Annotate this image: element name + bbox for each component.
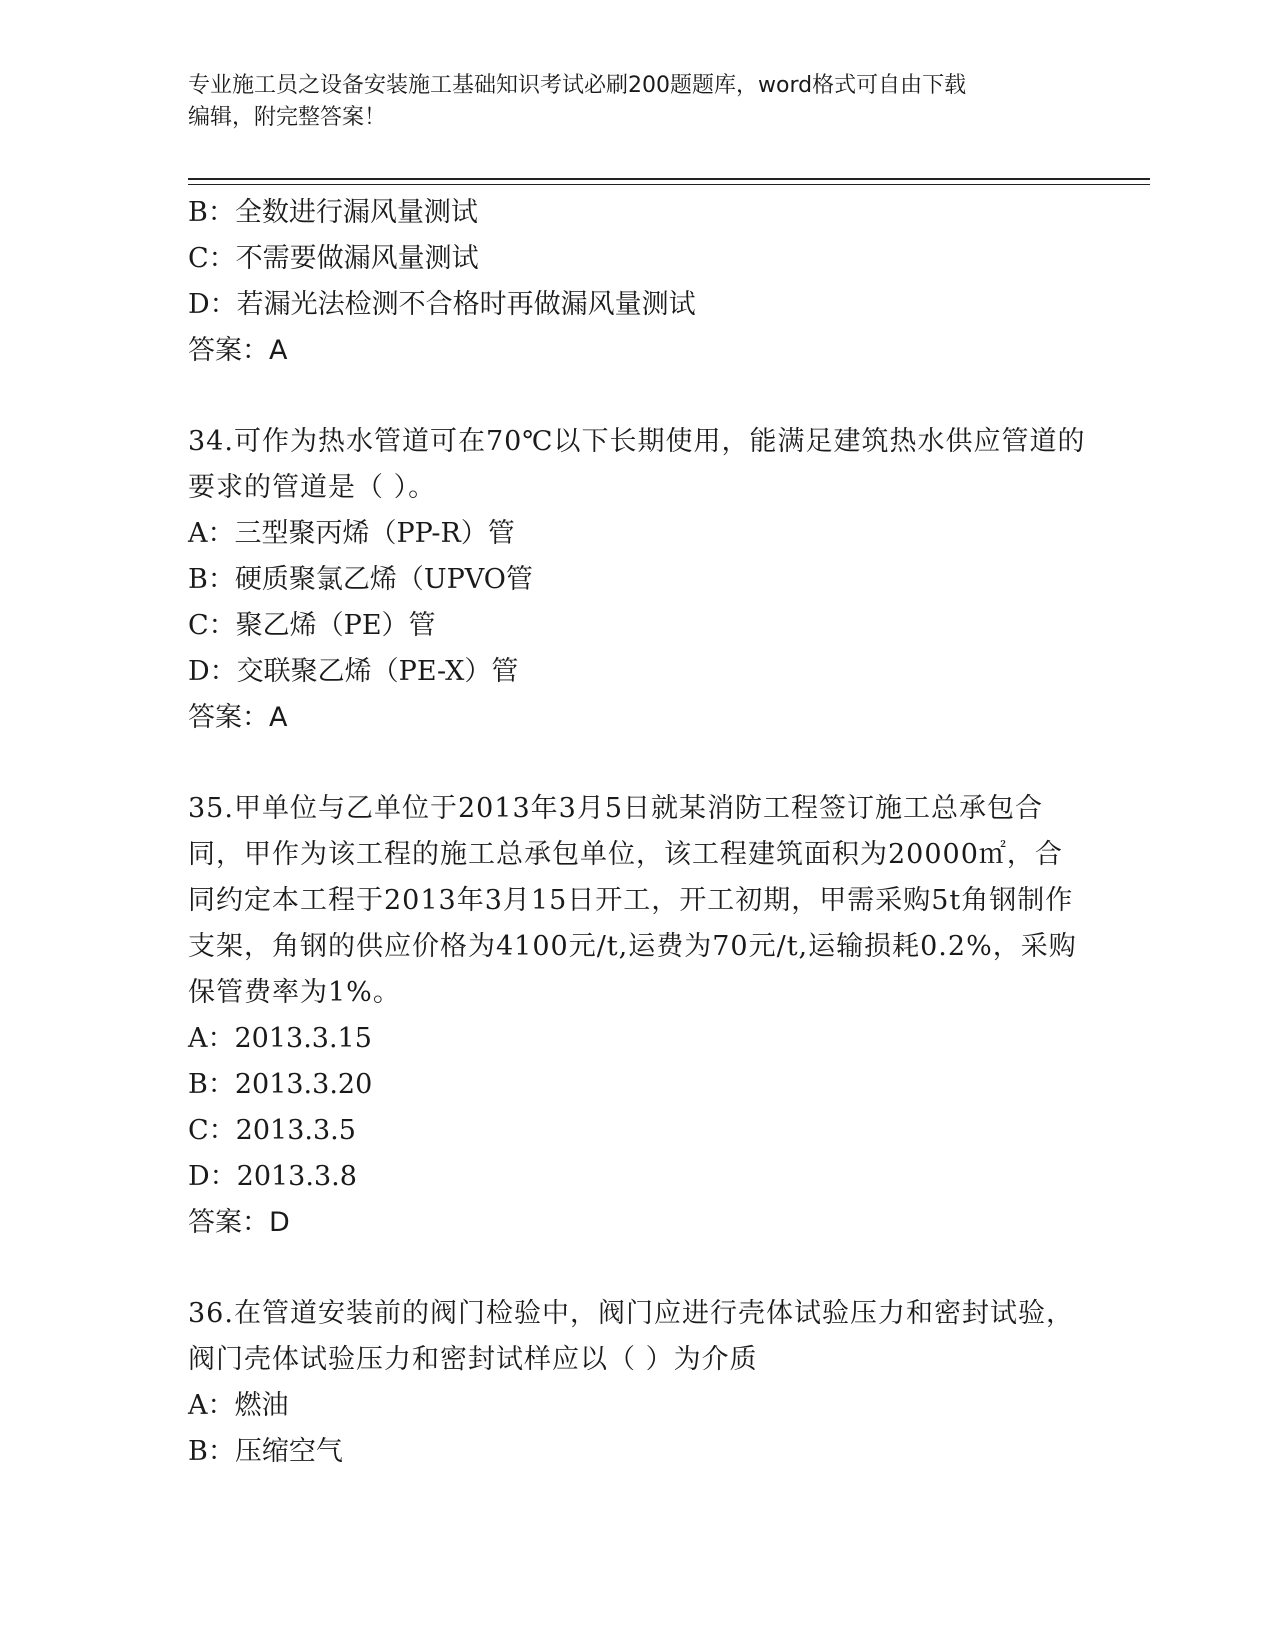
question-33-tail <box>188 190 1088 374</box>
q35-stem: 35.甲单位与乙单位于2013年3月5日就某消防工程签订施工总承包合同，甲作为该工程的施工总承包单位，该工程建筑面积为20000㎡，合同约定本工程于2013年3月15日开工，开工初期，甲需采购5t角钢制作支架，角钢的供应价格为4100元/t,运费为70元/t,运输损耗0.2%，采购保管费率为1%。 <box>188 793 1077 1008</box>
document-body <box>188 190 1088 1475</box>
q33-option-d: D：若漏光法检测不合格时再做漏风量测试 <box>188 289 696 320</box>
q33-option-c: C：不需要做漏风量测试 <box>188 243 479 274</box>
q34-stem: 34.可作为热水管道可在70℃以下长期使用，能满足建筑热水供应管道的要求的管道是（ ）。 <box>188 426 1086 503</box>
q35-option-a: A：2013.3.15 <box>188 1023 372 1054</box>
q36-stem: 36.在管道安装前的阀门检验中，阀门应进行壳体试验压力和密封试验，阀门壳体试验压力和密封试样应以（ ）为介质 <box>188 1298 1074 1375</box>
q34-option-c: C：聚乙烯（PE）管 <box>188 610 436 641</box>
document-header <box>188 70 1088 134</box>
q35-option-b: B：2013.3.20 <box>188 1069 373 1100</box>
q34-option-a: A：三型聚丙烯（PP-R）管 <box>188 518 515 549</box>
question-36 <box>188 1291 1088 1475</box>
q34-option-b: B：硬质聚氯乙烯（UPVO管 <box>188 564 533 595</box>
q33-answer: 答案：A <box>188 335 288 366</box>
q36-option-a: A：燃油 <box>188 1390 289 1421</box>
question-34 <box>188 419 1088 741</box>
spacer <box>188 1246 1088 1291</box>
q35-option-d: D：2013.3.8 <box>188 1161 357 1192</box>
header-divider-thin <box>188 184 1150 185</box>
q34-option-d: D：交联聚乙烯（PE-X）管 <box>188 656 519 687</box>
q35-option-c: C：2013.3.5 <box>188 1115 356 1146</box>
q36-option-b: B：压缩空气 <box>188 1436 343 1467</box>
spacer <box>188 741 1088 786</box>
header-title-line-1: 专业施工员之设备安装施工基础知识考试必刷200题题库，word格式可自由下载 <box>188 73 967 98</box>
question-35 <box>188 786 1088 1246</box>
header-title-line-2: 编辑，附完整答案！ <box>188 105 387 130</box>
header-divider-thick <box>188 178 1150 180</box>
q33-option-b: B：全数进行漏风量测试 <box>188 197 478 228</box>
q34-answer: 答案：A <box>188 702 288 733</box>
spacer <box>188 374 1088 419</box>
q35-answer: 答案：D <box>188 1207 290 1238</box>
